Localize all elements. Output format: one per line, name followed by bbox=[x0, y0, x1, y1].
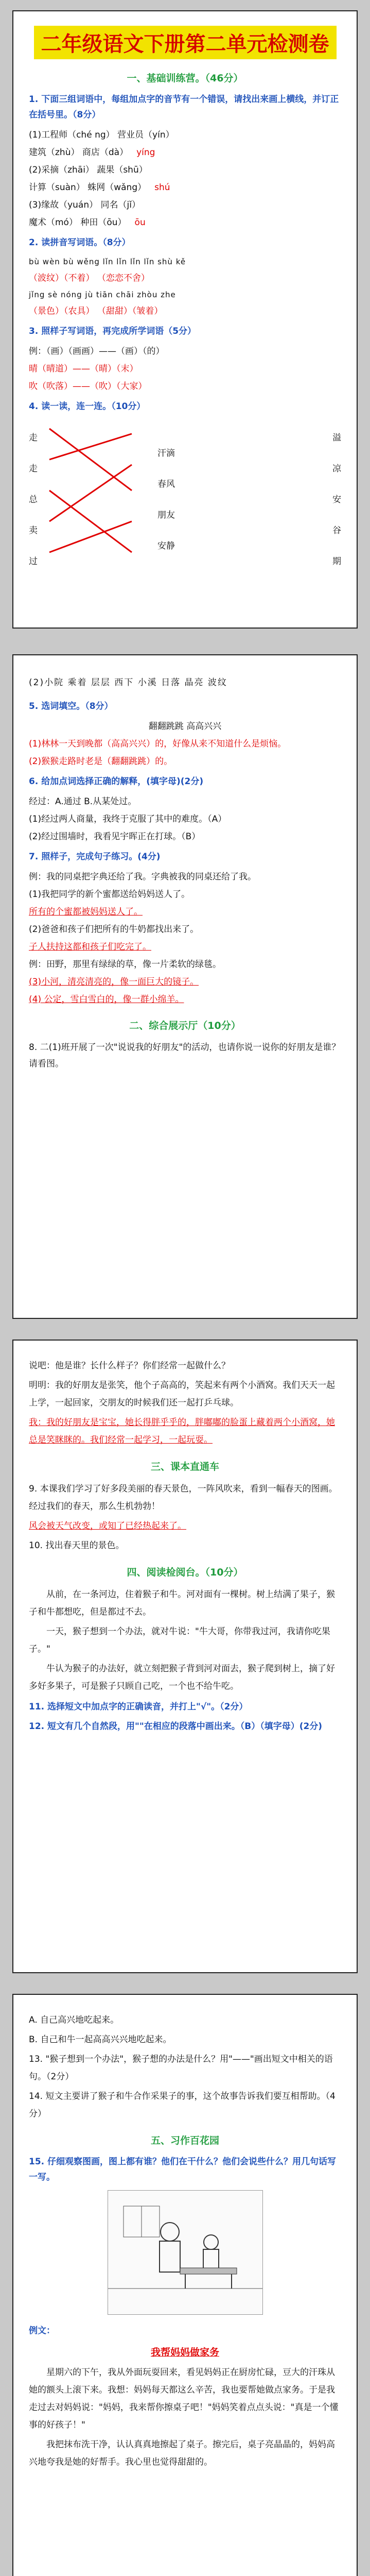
answer-line: (1)经过两人商量，我终于克服了其中的难度。（A） bbox=[29, 814, 227, 824]
section-heading: 四、阅读检阅台。（10分） bbox=[127, 1567, 243, 1578]
question-1-row: (2)采摘（zhāi） 蔬果（shū） bbox=[29, 165, 148, 175]
question-11: 11. 选择短文中加点字的正确读音，并打上"√"。（2分） bbox=[29, 1702, 248, 1712]
page-title: 二年级语文下册第二单元检测卷 bbox=[29, 26, 341, 59]
essay-title: 我帮妈妈做家务 bbox=[150, 2347, 219, 2358]
word-grid: (2)小院 乘着 层层 西下 小溪 日落 晶亮 波纹 bbox=[29, 677, 227, 688]
question-1-row: 建筑（zhù） 商店（dà） yíng bbox=[29, 147, 155, 158]
question-1-row: (1)工程师（ché ng） 营业员（yín） bbox=[29, 130, 174, 140]
answer-line: 吹（吹落）——（吹）（大家） bbox=[29, 381, 147, 392]
test-page-1 bbox=[12, 10, 358, 629]
question-6: 6. 给加点词选择正确的解释，(填字母)(2分) bbox=[29, 776, 204, 787]
test-page-2 bbox=[12, 654, 358, 1319]
essay-paragraph: 星期六的下午，我从外面玩耍回来，看见妈妈正在厨房忙碌，豆大的汗珠从她的额头上滚下来。我想：妈妈每天都这么辛苦，我也要帮她做点家务。于是我走过去对妈妈说："妈妈，我来帮你擦桌子吧！"妈妈笑着点点头说："真是一个懂事的好孩子！" bbox=[29, 2367, 339, 2430]
question-1-row: 魔术（mó） 种田（ōu） ōu bbox=[29, 217, 146, 228]
answer-words: （景色）（农具） （甜甜）（皱着） bbox=[29, 306, 163, 316]
section-heading: 五、习作百花园 bbox=[150, 2135, 219, 2146]
prompt-line: 说吧：他是谁？长什么样子？你们经常一起做什么？ bbox=[29, 1361, 230, 1371]
answer-line: 晴（晴道）——（晴）（末） bbox=[29, 364, 138, 374]
options-line: 经过：A.通过 B.从某处过。 bbox=[29, 796, 137, 807]
answer-line: (2)猴猴走路时老是（翻翻跳跳）的。 bbox=[29, 756, 173, 767]
sample-answer: 明明：我的好朋友是张笑，他个子高高的，笑起来有两个小酒窝。我们天天一起上学，一起回家，交朋友的时候我们还一起打乒乓球。 bbox=[29, 1380, 335, 1408]
question-3: 3. 照样子写词语，再完成所学词语（5分） bbox=[29, 326, 197, 336]
reading-paragraph: 一天，猴子想到一个办法，就对牛说："牛大哥，你带我过河，我请你吃果子。" bbox=[29, 1626, 330, 1654]
reading-paragraph: 从前，在一条河边，住着猴子和牛。河对面有一棵树。树上结满了果子，猴子和牛都想吃，但是都过不去。 bbox=[29, 1589, 335, 1617]
answer-words: （波纹）（不着） （恋恋不舍） bbox=[29, 273, 150, 283]
question-2: 2. 读拼音写词语。（8分） bbox=[29, 238, 131, 248]
answer-blank: ōu bbox=[134, 217, 146, 228]
pinyin-line: jǐng sè nóng jù tiān chāi zhòu zhe bbox=[29, 290, 176, 299]
question-1-row: (3)缘故（yuán） 同名（jǐ） bbox=[29, 200, 140, 210]
question-9: 9. 本课我们学习了好多段美丽的春天景色，一阵风吹来，看到一幅春天的图画。经过我们的春天，那么生机勃勃！ bbox=[29, 1484, 338, 1512]
question-4: 4. 读一读，连一连。（10分） bbox=[29, 401, 146, 412]
example-label: 例文： bbox=[29, 2326, 55, 2336]
question-8: 8. 二(1)班开展了一次"说说我的好朋友"的活动，也请你说一说你的好朋友是谁？请看图。 bbox=[29, 1042, 341, 1069]
section-heading: 三、课本直通车 bbox=[150, 1461, 219, 1472]
answer-line: 子人扶持这都和孩子们吃完了。 bbox=[29, 942, 151, 952]
answer-line: (3)小河，清亮清亮的，像一面巨大的镜子。 bbox=[29, 977, 199, 987]
question-14: 14. 短文主要讲了猴子和牛合作采果子的事，这个故事告诉我们要互相帮助。（4分） bbox=[29, 2091, 336, 2119]
family-illustration bbox=[108, 2190, 263, 2315]
option-a: A. 自己高兴地吃起来。 bbox=[29, 2015, 119, 2025]
answer-line: 所有的个蜜都被妈妈送人了。 bbox=[29, 907, 143, 917]
section-heading: 二、综合展示厅（10分） bbox=[129, 1020, 241, 1031]
question-1-rows bbox=[29, 127, 341, 231]
reading-paragraph: 牛认为猴子的办法好，就立刻把猴子背到河对面去，猴子爬到树上，摘了好多好多果子，可是猴子只顾自己吃，一个也不给牛吃。 bbox=[29, 1664, 335, 1691]
question-13: 13. "猴子想到一个办法"，猴子想的办法是什么？用"——"画出短文中相关的语句。（2分） bbox=[29, 2054, 333, 2082]
test-page-4 bbox=[12, 1994, 358, 2576]
question-1: 1. 下面三组词语中，每组加点字的音节有一个错误，请找出来画上横线，并订正在括号里。（8分） bbox=[29, 94, 339, 120]
matching-lines bbox=[29, 418, 343, 573]
exercise-line: (2)爸爸和孩子们把所有的牛奶都找出来了。 bbox=[29, 924, 199, 935]
question-7: 7. 照样子，完成句子练习。(4分) bbox=[29, 852, 161, 862]
answer-line: (2)经过围墙时，我看见宇晖正在打球。（B） bbox=[29, 832, 201, 842]
pinyin-line: bù wèn bù wěng lǐn lǐn lǐn lǐn shù kě bbox=[29, 257, 186, 266]
middle-column: 汗滴 春风 朋友 安静 bbox=[157, 448, 175, 551]
example-line: 例：我的同桌把字典还给了我。字典被我的同桌还给了我。 bbox=[29, 872, 256, 882]
example-line: 例：田野，那里有绿绿的草，像一片柔软的绿毯。 bbox=[29, 959, 221, 970]
left-column: 走 走 总 卖 过 bbox=[29, 433, 38, 567]
essay-paragraph: 我把抹布洗干净，认认真真地擦起了桌子。擦完后，桌子亮晶晶的，妈妈高兴地夸我是她的好帮手。我心里也觉得甜甜的。 bbox=[29, 2439, 335, 2467]
right-column: 溢 凉 安 谷 期 bbox=[332, 433, 341, 567]
question-15: 15. 仔细观察图画，图上都有谁？他们在干什么？他们会说些什么？用几句话写一写。 bbox=[29, 2157, 337, 2182]
matching-area bbox=[29, 418, 341, 573]
word-options: 翻翻跳跳 高高兴兴 bbox=[148, 721, 222, 732]
answer-line: 风会被天气改变，或知了已经热起来了。 bbox=[29, 1521, 186, 1531]
answer-line: (4) 公定，雪白雪白的，像一群小绵羊。 bbox=[29, 994, 184, 1005]
section-heading: 一、基础训练营。（46分） bbox=[127, 73, 243, 84]
exercise-line: (1)我把同学的新个蜜都送给妈妈送人了。 bbox=[29, 889, 190, 900]
question-10: 10. 找出春天里的景色。 bbox=[29, 1540, 125, 1551]
example-line: 例：（画）（画画）——（画）（的） bbox=[29, 346, 165, 357]
question-5: 5. 选词填空。（8分） bbox=[29, 701, 113, 711]
question-12: 12. 短文有几个自然段，用""在相应的段落中画出来。（B）（填字母）(2分) bbox=[29, 1721, 323, 1732]
option-b: B. 自己和牛一起高高兴兴地吃起来。 bbox=[29, 2035, 172, 2045]
answer-line: (1)林林一天到晚都（高高兴兴）的，好像从来不知道什么是烦恼。 bbox=[29, 739, 287, 749]
answer-blank: shú bbox=[154, 182, 170, 193]
sample-answer: 我：我的好朋友是宝宝，她长得胖乎乎的，胖嘟嘟的脸蛋上藏着两个小酒窝，她总是笑眯眯的。我们经常一起学习，一起玩耍。 bbox=[29, 1417, 335, 1445]
question-1-row: 计算（suàn） 蛛网（wǎng） shú bbox=[29, 182, 170, 193]
test-page-3 bbox=[12, 1340, 358, 1973]
illustration-svg bbox=[108, 2191, 262, 2314]
answer-blank: yíng bbox=[136, 147, 155, 158]
